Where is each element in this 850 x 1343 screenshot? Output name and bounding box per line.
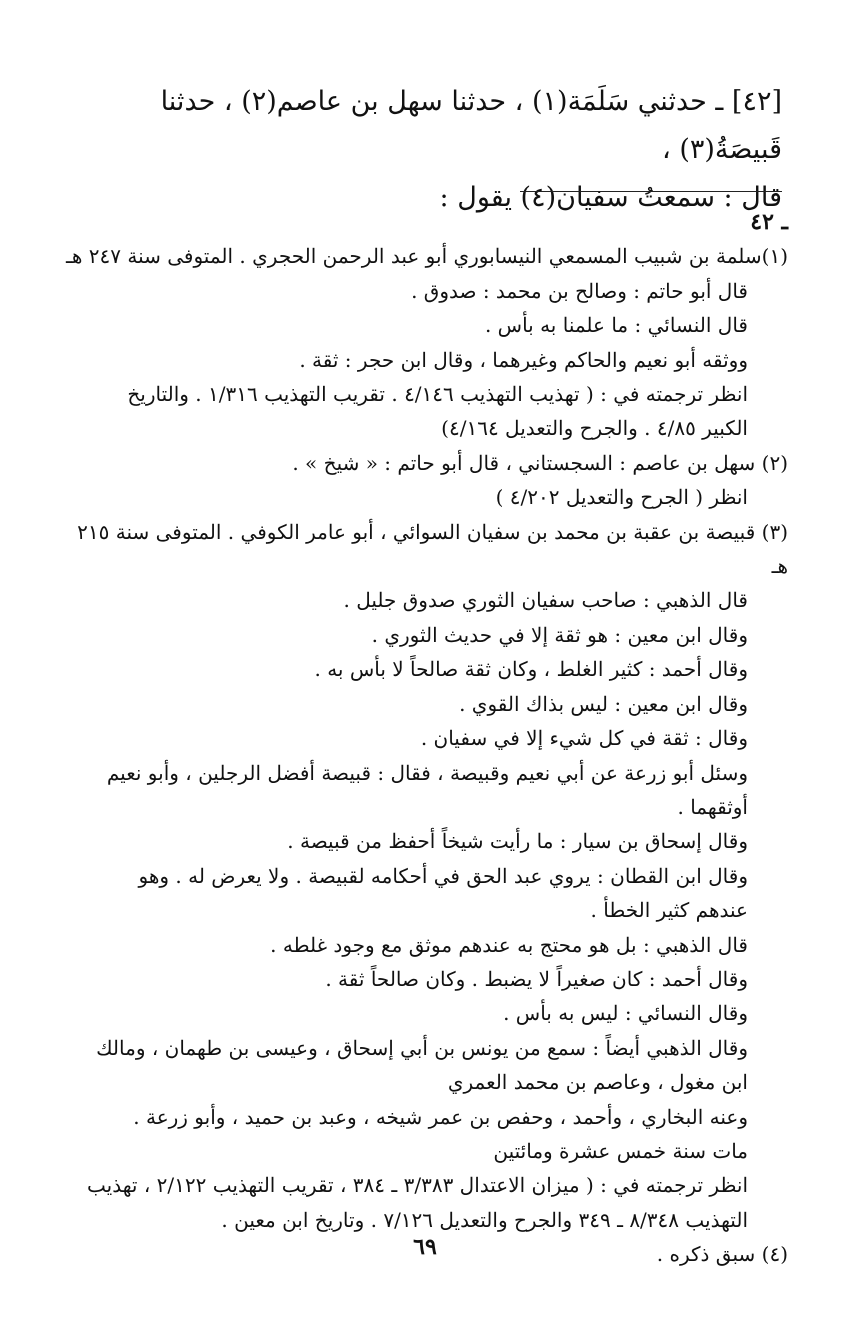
footnote-3-line: وقال ابن معين : ليس بذاك القوي . xyxy=(459,691,748,716)
footnote-3-line: ابن مغول ، وعاصم بن محمد العمري xyxy=(447,1070,748,1095)
footnote-3-line: مات سنة خمس عشرة ومائتين xyxy=(493,1138,748,1163)
hadith-line-2: قال : سمعتُ سفيان(٤) يقول : xyxy=(439,182,782,213)
footnote-3-line: وقال أحمد : كثير الغلط ، وكان ثقة صالحاً لا بأس به . xyxy=(314,657,748,682)
footnote-1-line: ووثقه أبو نعيم والحاكم وغيرهما ، وقال ابن حجر : ثقة . xyxy=(299,347,748,372)
footnote-divider xyxy=(520,191,782,192)
footnote-3-line: وقال النسائي : ليس به بأس . xyxy=(503,1001,748,1026)
footnote-3-line: وقال الذهبي أيضاً : سمع من يونس بن أبي إسحاق ، وعيسى بن طهمان ، ومالك xyxy=(96,1035,748,1060)
footnotes xyxy=(62,205,788,1272)
footnote-3-line: قال الذهبي : بل هو محتج به عندهم موثق مع وجود غلطه . xyxy=(270,932,748,957)
footnote-3-line: انظر ترجمته في : ( ميزان الاعتدال ٣/٣٨٣ ـ ٣٨٤ ، تقريب التهذيب ٢/١٢٢ ، تهذيب xyxy=(86,1173,748,1198)
footnote-1-line: انظر ترجمته في : ( تهذيب التهذيب ٤/١٤٦ . تقريب التهذيب ١/٣١٦ . والتاريخ xyxy=(127,382,748,407)
footnote-3-line: (٣) قبيصة بن عقبة بن محمد بن سفيان السوائي ، أبو عامر الكوفي . المتوفى سنة ٢١٥ هـ xyxy=(77,519,788,579)
footnote-1-line: قال النسائي : ما علمنا به بأس . xyxy=(484,313,748,338)
footnote-4-line: (٤) سبق ذكره . xyxy=(656,1242,788,1267)
hadith-text xyxy=(62,78,782,222)
footnote-3-line: وعنه البخاري ، وأحمد ، وحفص بن عمر شيخه ، وعبد بن حميد ، وأبو زرعة . xyxy=(133,1104,748,1129)
footnote-2-line: انظر ( الجرح والتعديل ٤/٢٠٢ ) xyxy=(495,485,748,510)
footnote-1-line: قال أبو حاتم : وصالح بن محمد : صدوق . xyxy=(411,278,748,303)
footnote-2-line: (٢) سهل بن عاصم : السجستاني ، قال أبو حاتم : « شيخ » . xyxy=(292,450,788,475)
footnote-3-line: وسئل أبو زرعة عن أبي نعيم وقبيصة ، فقال : قبيصة أفضل الرجلين ، وأبو نعيم xyxy=(106,760,748,785)
footnote-3-line: وقال ابن معين : هو ثقة إلا في حديث الثوري . xyxy=(371,622,748,647)
footnote-1-line: الكبير ٤/٨٥ . والجرح والتعديل ٤/١٦٤) xyxy=(441,416,748,441)
footnote-section-number: ـ ٤٢ xyxy=(750,209,788,235)
footnote-3-line: وقال : ثقة في كل شيء إلا في سفيان . xyxy=(420,726,748,751)
footnote-3-line: وقال أحمد : كان صغيراً لا يضبط . وكان صالحاً ثقة . xyxy=(325,966,748,991)
footnote-3-line: وقال ابن القطان : يروي عبد الحق في أحكامه لقبيصة . ولا يعرض له . وهو xyxy=(138,863,748,888)
footnote-3-line: وقال إسحاق بن سيار : ما رأيت شيخاً أحفظ من قبيصة . xyxy=(287,829,748,854)
footnote-3-line: عندهم كثير الخطأ . xyxy=(590,898,748,923)
footnote-3-line: أوثقهما . xyxy=(677,794,748,819)
hadith-line-1: [٤٢] ـ حدثني سَلَمَة(١) ، حدثنا سهل بن عاصم(٢) ، حدثنا قَبيصَةُ(٣) ، xyxy=(160,86,782,165)
footnote-1-line: (١)سلمة بن شبيب المسمعي النيسابوري أبو عبد الرحمن الحجري . المتوفى سنة ٢٤٧ هـ xyxy=(66,244,788,269)
page-number: ٦٩ xyxy=(413,1234,437,1260)
footnote-3-line: قال الذهبي : صاحب سفيان الثوري صدوق جليل . xyxy=(343,588,748,613)
footnote-3-line: التهذيب ٨/٣٤٨ ـ ٣٤٩ والجرح والتعديل ٧/١٢٦ . وتاريخ ابن معين . xyxy=(221,1207,748,1232)
